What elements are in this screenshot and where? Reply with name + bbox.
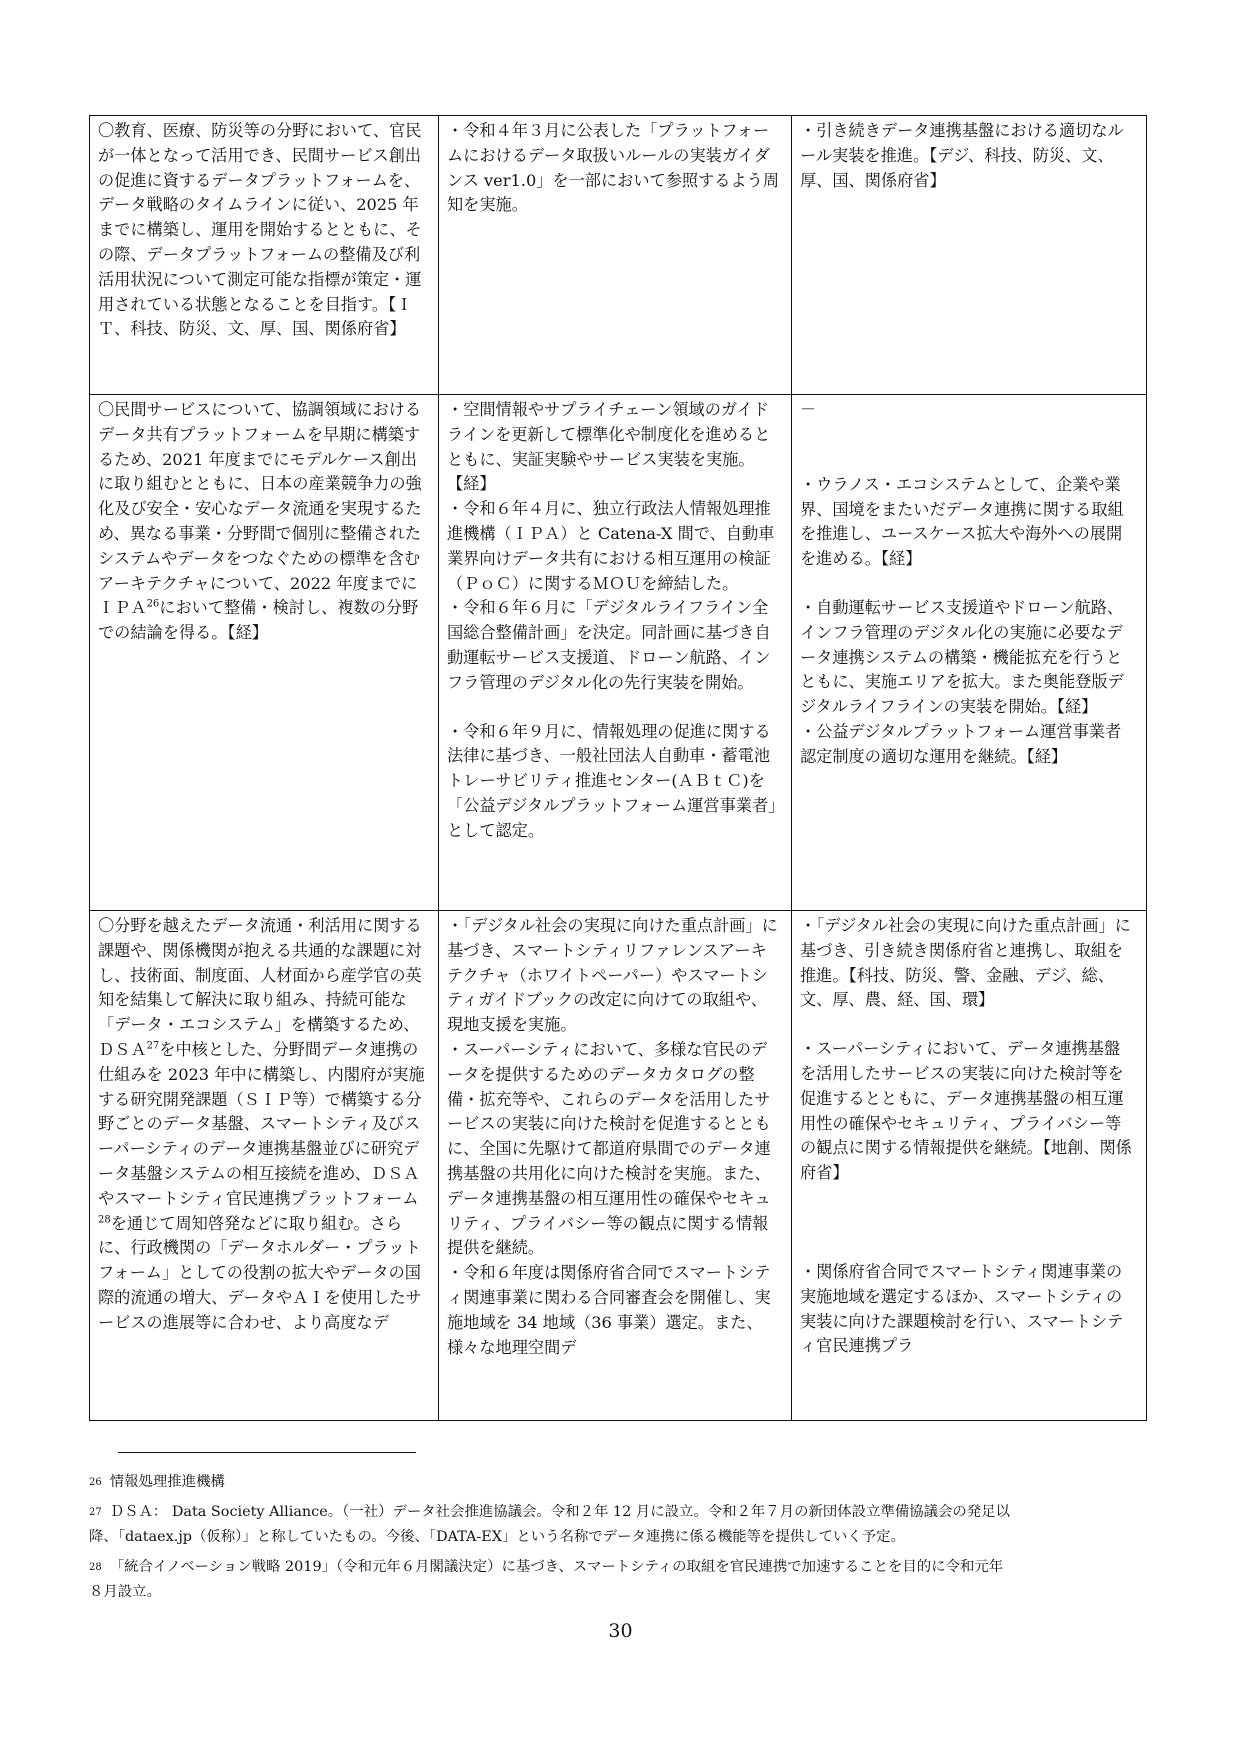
footnote-ref: 26 (146, 598, 160, 610)
goal-text: 〇教育、医療、防災等の分野において、官民が一体となって活用でき、民間サービス創出の促進に資するデータプラットフォームを、データ戦略のタイムラインに従い、2025 年までに構築し、運用を開始するとともに、その際、データプラットフォームの整備及び利活用状況について測定可能な指標が策定・運用されている状態となることを目指す。【ＩＴ、科技、防災、文、厚、国、関係府省】 (98, 121, 422, 339)
progress-item: ・令和６年度は関係府省合同でスマートシティ関連事業に関わる合同審査会を開催し、実施地域を 34 地域（36 事業）選定。また、様々な地理空間デ (447, 1263, 771, 1357)
footnote (89, 1470, 1149, 1496)
table-row (90, 116, 1147, 395)
plan-cell (792, 395, 1146, 772)
progress-item: ・空間情報やサプライチェーン領域のガイドラインを更新して標準化や制度化を進めるとともに、実証実験やサービス実装を実施。【経】 (447, 400, 771, 494)
policy-table (89, 115, 1147, 1421)
progress-cell (439, 395, 791, 846)
progress-cell (439, 911, 791, 1362)
plan-item: ・ウラノス・エコシステムとして、企業や業界、国境をまたいだデータ連携に関する取組を推進し、ユースケース拡大や海外への展開を進める。【経】 (800, 474, 1124, 569)
plan-item: ・関係府省合同でスマートシティ関連事業の実施地域を選定するほか、スマートシティの実装に向けた課題検討を行い、スマートシティ官民連携プラ (800, 1261, 1124, 1356)
footnote-ref: 28 (98, 1214, 111, 1226)
footnote-mark: 28 (89, 1561, 102, 1573)
footnote (89, 1500, 1149, 1551)
table-row (90, 395, 1147, 911)
page-number: 30 (608, 1620, 633, 1642)
plan-item: ・スーパーシティにおいて、データ連携基盤を活用したサービスの実装に向けた検討等を促進するとともに、データ連携基盤の相互運用性の確保やセキュリティ、プライバシー等の観点に関する情報提供を継続。【地創、関係府省】 (800, 1039, 1132, 1183)
plan-item: ・引き続きデータ連携基盤における適切なルール実装を推進。【デジ、科技、防災、文、厚、国、関係府省】 (800, 121, 1124, 190)
progress-item: ・「デジタル社会の実現に向けた重点計画」に基づき、スマートシティリファレンスアーキテクチャ（ホワイトペーパー）やスマートシティガイドブックの改定に向けての取組や、現地支援を実施。 (447, 916, 778, 1035)
footnote (89, 1555, 1149, 1606)
plan-item: ・自動運転サービス支援道やドローン航路、インフラ管理のデジタル化の実施に必要なデータ連携システムの構築・機能拡充を行うとともに、実施エリアを拡大。また奥能登版デジタルライフラインの実装を開始。【経】 (800, 597, 1124, 717)
plan-cell (792, 911, 1146, 1361)
footnote-text-cont: ８月設立。 (89, 1584, 161, 1600)
goal-text-cont: を中核とした、分野間データ連携の仕組みを 2023 年中に構築し、内閣府が実施する研究開発課題（ＳＩＰ等）で構築する分野ごとのデータ基盤、スマートシティ及びスーパーシティのデータ連携基盤並びに研究データ基盤システムの相互接続を進め、ＤＳＡやスマートシティ官民連携プラットフォーム (98, 1039, 425, 1208)
footnote-mark: 27 (89, 1506, 102, 1518)
plan-item: ・公益デジタルプラットフォーム運営事業者認定制度の適切な運用を継続。【経】 (800, 721, 1122, 766)
progress-item: ・令和４年３月に公表した「プラットフォームにおけるデータ取扱いルールの実装ガイダンス ver1.0」を一部において参照するよう周知を実施。 (447, 121, 780, 215)
progress-item: ・令和６年９月に、情報処理の促進に関する法律に基づき、一般社団法人自動車・蓄電池トレーサビリティ推進センター(ＡＢｔＣ)を「公益デジタルプラットフォーム運営事業者」として認定。 (447, 721, 777, 840)
goal-cell (90, 911, 438, 1338)
plan-cell (792, 116, 1146, 195)
progress-item: ・スーパーシティにおいて、多様な官民のデータを提供するためのデータカタログの整備・拡充等や、これらのデータを活用したサービスの実装に向けた検討を促進するとともに、全国に先駆けて都道府県間でのデータ連携基盤の共用化に向けた検討を実施。また、データ連携基盤の相互運用性の確保やセキュリティ、プライバシー等の観点に関する情報提供を継続。 (447, 1039, 771, 1258)
footnote-ref: 27 (146, 1040, 160, 1052)
footnotes (89, 1470, 1149, 1610)
goal-text: 〇分野を越えたデータ流通・利活用に関する課題や、関係機関が抱える共通的な課題に対し、技術面、制度面、人材面から産学官の英知を結集して解決に取り組み、持続可能な「データ・エコシステム」を構築するため、ＤＳＡ (98, 916, 422, 1059)
progress-item: ・令和６年６月に「デジタルライフライン全国総合整備計画」を決定。同計画に基づき自動運転サービス支援道、ドローン航路、インフラ管理のデジタル化の先行実装を開始。 (447, 598, 771, 692)
goal-cell (90, 395, 438, 648)
footnote-divider (118, 1452, 416, 1453)
goal-text-cont: において整備・検討し、複数の分野での結論を得る。【経】 (98, 598, 419, 643)
goal-text-cont: を通じて周知啓発などに取り組む。さらに、行政機関の「データホルダー・プラットフォーム」としての役割の拡大やデータの国際的流通の増大、データやＡＩを使用したサービスの進展等に合わせ、より高度なデ (98, 1213, 422, 1332)
table-row (90, 911, 1147, 1421)
footnote-mark: 26 (89, 1477, 102, 1488)
plan-item: － (800, 400, 817, 419)
progress-cell (439, 116, 791, 220)
footnote-text: 情報処理推進機構 (109, 1474, 225, 1490)
plan-item: ・「デジタル社会の実現に向けた重点計画」に基づき、引き続き関係府省と連携し、取組を推進。【科技、防災、警、金融、デジ、総、文、厚、農、経、国、環】 (800, 916, 1131, 1010)
goal-text: 〇民間サービスについて、協調領域におけるデータ共有プラットフォームを早期に構築するため、2021 年度までにモデルケース創出に取り組むとともに、日本の産業競争力の強化及び安全・安心なデータ流通を実現するため、異なる事業・分野間で個別に整備されたシステムやデータをつなぐための標準を含むアーキテクチャについて、2022 年度までにＩＰＡ (98, 400, 422, 618)
progress-item: ・令和６年４月に、独立行政法人情報処理推進機構（ＩＰＡ）と Catena-X 間で、自動車業界向けデータ共有における相互運用の検証（ＰｏＣ）に関するＭＯＵを締結した。 (447, 499, 775, 593)
goal-cell (90, 116, 438, 344)
footnote-text: ＤＳＡ： Data Society Alliance。（一社）データ社会推進協議会。令和２年 12 月に設立。令和２年７月の新団体設立準備協議会の発足以 (109, 1503, 1010, 1520)
footnote-text-cont: 降、「dataex.jp（仮称）」と称していたもの。今後、「DATA-EX」という名称でデータ連携に係る機能等を提供していく予定。 (89, 1529, 905, 1545)
footnote-text: 「統合イノベーション戦略 2019」（令和元年６月閣議決定）に基づき、スマートシティの取組を官民連携で加速することを目的に令和元年 (109, 1558, 1004, 1575)
